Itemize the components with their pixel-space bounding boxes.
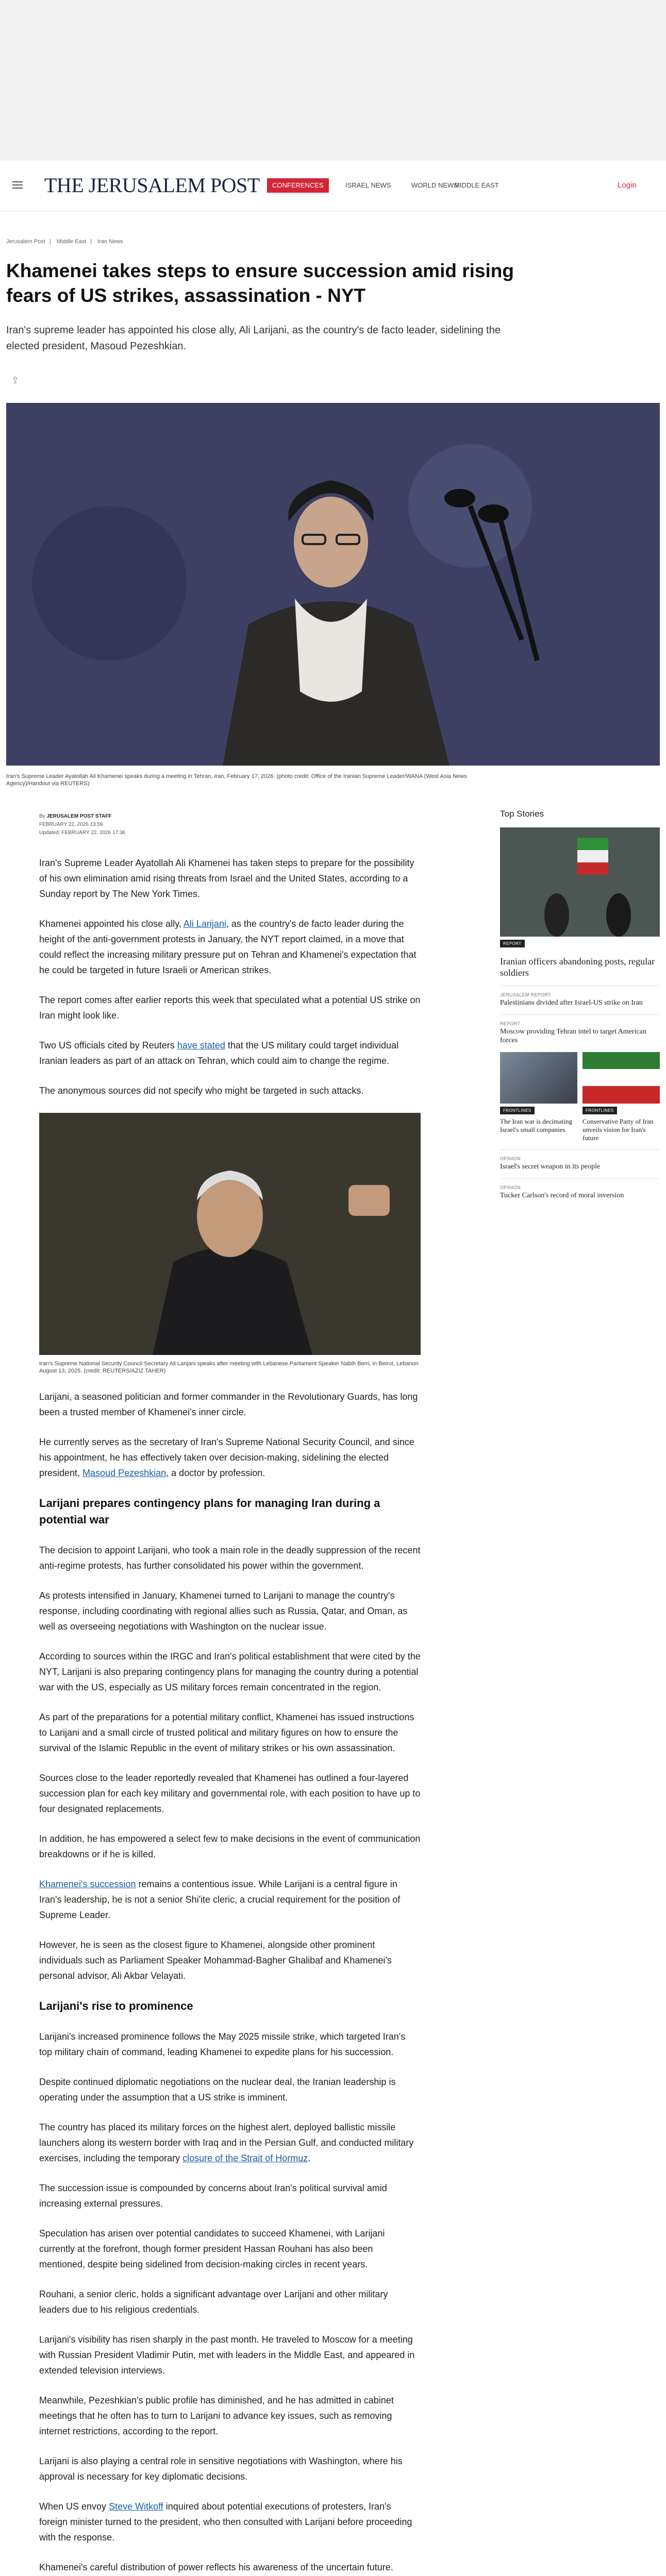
link-have-stated[interactable]: have stated xyxy=(177,1040,225,1050)
paragraph: Speculation has arisen over potential candidates to succeed Khamenei, with Larijani currently at the forefront, though former president Hassan Rouhani has also been mentioned, despite being sidelined from decision-making circles in recent years. xyxy=(39,2228,385,2269)
frontlines-badge: FRONTLINES xyxy=(582,1107,617,1114)
nav-world-news[interactable]: WORLD NEWS xyxy=(411,181,458,189)
story-source: OPINION xyxy=(500,1185,521,1190)
top-ad-banner xyxy=(0,0,666,161)
byline: By JERUSALEM POST STAFF FEBRUARY 22, 2026 13:59 Updated: FEBRUARY 22, 2026 17:36 xyxy=(39,812,125,837)
section-heading: Larijani's rise to prominence xyxy=(39,1999,193,2012)
story-title[interactable]: Palestinians divided after Israel-US strike on Iran xyxy=(500,999,643,1007)
inline-image xyxy=(39,1113,421,1355)
top-stories-heading: Top Stories xyxy=(500,809,544,819)
paragraph: Sources close to the leader reportedly revealed that Khamenei has outlined a four-layered succession plan for each key military and governmental role, with each position to have up to four designated replacements. xyxy=(39,1773,421,1814)
hero-image xyxy=(6,403,660,766)
paragraph: Khamenei's succession remains a contentious issue. While Larijani is a central figure in Iran's leadership, he is not a senior Shi'ite cleric, a crucial requirement for the position of Supreme Leader. xyxy=(39,1879,401,1920)
top-story-illustration xyxy=(500,827,660,937)
link-masoud-pezeshkian[interactable]: Masoud Pezeshkian xyxy=(82,1468,166,1478)
paragraph: The decision to appoint Larijani, who took a main role in the deadly suppression of the recent anti-regime protests, has further consolidated his power within the government. xyxy=(39,1545,421,1571)
article-body xyxy=(39,855,421,2576)
site-header xyxy=(0,161,666,211)
publish-date: FEBRUARY 22, 2026 13:59 xyxy=(39,822,103,827)
paragraph: Rouhani, a senior cleric, holds a significant advantage over Larijani and other military leaders due to his religious credentials. xyxy=(39,2289,388,2315)
updated-date: Updated: FEBRUARY 22, 2026 17:36 xyxy=(39,830,125,836)
top-stories-sidebar xyxy=(500,809,660,1207)
story-title[interactable]: Moscow providing Tehran intel to target American forces xyxy=(500,1028,646,1044)
link-khamenei-succession[interactable]: Khamenei's succession xyxy=(39,1879,136,1889)
story-card[interactable] xyxy=(582,1052,660,1142)
breadcrumb: Jerusalem Post | Middle East | Iran News xyxy=(6,239,123,245)
link-ali-larijani[interactable]: Ali Larijani xyxy=(183,919,226,929)
share-icon[interactable]: ⇪ xyxy=(11,375,20,385)
nav-middle-east[interactable]: MIDDLE EAST xyxy=(454,181,499,189)
paragraph: Two US officials cited by Reuters have stated that the US military could target individual Iranian leaders as part of an attack on Tehran, which could aim to change the regime. xyxy=(39,1040,399,1066)
report-badge: REPORT xyxy=(500,940,525,947)
paragraph: As part of the preparations for a potential military conflict, Khamenei has issued instructions to Larijani and a small circle of trusted political and military figures on how to ensure the survival of the Islamic Republic in the event of military strikes or his own assassination. xyxy=(39,1712,414,1753)
divider xyxy=(500,1014,660,1015)
section-heading: Larijani prepares contingency plans for managing Iran during a potential war xyxy=(39,1497,380,1526)
hero-caption: Iran's Supreme Leader Ayatollah Ali Khamenei speaks during a meeting in Tehran, Iran, February 17, 2026. (photo credit: Office of the Iranian Supreme Leader/WANA (West Asia News Agency)/Handout via REUTERS) xyxy=(6,773,467,787)
story-card-grid xyxy=(500,1052,660,1142)
paragraph: He currently serves as the secretary of Iran's Supreme National Security Council, and since his appointment, he has effectively taken over decision-making, sidelining the elected president, Masoud Pezeshkian, a doctor by profession. xyxy=(39,1437,414,1478)
story-card-title[interactable]: The Iran war is decimating Israel's small companies xyxy=(500,1117,573,1133)
story-title[interactable]: Israel's secret weapon in its people xyxy=(500,1163,601,1171)
paragraph: As protests intensified in January, Khamenei turned to Larijani to manage the country's response, including coordinating with regional allies such as Russia, Qatar, and Oman, as well as overseeing negotiations with Washington on the nuclear issue. xyxy=(39,1590,408,1632)
paragraph: When US envoy Steve Witkoff inquired about potential executions of protesters, Iran's foreign minister turned to the president, who then consulted with Larijani before proceeding with the response. xyxy=(39,2501,412,2543)
link-steve-witkoff[interactable]: Steve Witkoff xyxy=(109,2501,163,2512)
paragraph: Meanwhile, Pezeshkian's public profile has diminished, and he has admitted in cabinet meetings that he often has to turn to Larijani to advance key issues, such as removing internet restrictions, according to the report. xyxy=(39,2395,394,2436)
paragraph: In addition, he has empowered a select few to make decisions in the event of communication breakdowns or if he is killed. xyxy=(39,1834,421,1859)
paragraph: The report comes after earlier reports this week that speculated what a potential US strike on Iran might look like. xyxy=(39,995,421,1021)
story-card-image xyxy=(582,1052,660,1104)
breadcrumb-item[interactable]: Middle East xyxy=(56,239,87,245)
paragraph: Khamenei appointed his close ally, Ali Larijani, as the country's de facto leader during the height of the anti-government protests in January, the NYT report claimed, in a move that could reflect the increasing military pressure put on Tehran and Khamenei's expectation that he could be targeted in future Israeli or American strikes. xyxy=(39,919,417,975)
story-title[interactable]: Tucker Carlson's record of moral inversion xyxy=(500,1192,624,1199)
story-source: REPORT xyxy=(500,1021,521,1026)
inline-illustration xyxy=(39,1113,421,1355)
paragraph: The country has placed its military forces on the highest alert, deployed ballistic missile launchers along its western border with Iraq and in the Persian Gulf, and conducted military exercises, including the temporary closure of the Strait of Hormuz. xyxy=(39,2122,414,2163)
link-strait-of-hormuz[interactable]: closure of the Strait of Hormuz xyxy=(182,2153,308,2163)
paragraph: Khamenei's careful distribution of power reflects his awareness of the uncertain future. xyxy=(39,2562,393,2572)
paragraph: Despite continued diplomatic negotiations on the nuclear deal, the Iranian leadership is operating under the assumption that a US strike is imminent. xyxy=(39,2077,396,2103)
story-card-title[interactable]: Conservative Party of Iran unveils vision for Iran's future xyxy=(582,1117,654,1142)
article-title: Khamenei takes steps to ensure succession amid rising fears of US strikes, assassination - NYT xyxy=(6,260,514,306)
menu-icon[interactable] xyxy=(12,181,23,189)
paragraph: Larijani is also playing a central role in sensitive negotiations with Washington, where his approval is necessary for key diplomatic decisions. xyxy=(39,2456,403,2482)
paragraph: According to sources within the IRGC and Iran's political establishment that were cited by the NYT, Larijani is also preparing contingency plans for managing the country during a potential war with the US, especially as US military forces remain concentrated in the region. xyxy=(39,1651,421,1692)
breadcrumb-item[interactable]: Jerusalem Post xyxy=(6,239,45,245)
nav-israel-news[interactable]: ISRAEL NEWS xyxy=(345,181,391,189)
story-card-image xyxy=(500,1052,577,1104)
story-source: OPINION xyxy=(500,1156,521,1161)
divider xyxy=(500,1149,660,1150)
hero-illustration xyxy=(6,403,660,766)
frontlines-badge: FRONTLINES xyxy=(500,1107,535,1114)
story-card[interactable] xyxy=(500,1052,577,1142)
story-source: JERUSALEM REPORT xyxy=(500,992,551,997)
paragraph: The anonymous sources did not specify who might be targeted in such attacks. xyxy=(39,1086,364,1096)
paragraph: Larijani, a seasoned politician and former commander in the Revolutionary Guards, has long been a trusted member of Khamenei's inner circle. xyxy=(39,1392,418,1417)
paragraph: Larijani's increased prominence follows the May 2025 missile strike, which targeted Iran's top military chain of command, leading Khamenei to expedite plans for his succession. xyxy=(39,2031,406,2057)
paragraph: However, he is seen as the closest figure to Khamenei, alongside other prominent individuals such as Parliament Speaker Mohammad-Bagher Ghalibaf and Khamenei's personal advisor, Ali Akbar Velayati. xyxy=(39,1940,392,1981)
site-logo[interactable]: THE JERUSALEM POST xyxy=(44,174,260,197)
paragraph: Larijani's visibility has risen sharply in the past month. He traveled to Moscow for a meeting with Russian President Vladimir Putin, met with leaders in the Middle East, and appeared in extended television interviews. xyxy=(39,2334,415,2376)
breadcrumb-item[interactable]: Iran News xyxy=(97,239,123,245)
paragraph: Iran's Supreme Leader Ayatollah Ali Khamenei has taken steps to prepare for the possibility of his own elimination amid rising threats from Israel and the United States, according to a Sunday report by The New York Times. xyxy=(39,858,414,899)
login-link[interactable]: Login xyxy=(618,181,637,190)
top-story-image[interactable] xyxy=(500,827,660,937)
author-name[interactable]: JERUSALEM POST STAFF xyxy=(46,814,112,819)
divider xyxy=(500,1178,660,1179)
nav-conferences[interactable]: CONFERENCES xyxy=(267,178,329,193)
top-story-title[interactable]: Iranian officers abandoning posts, regular soldiers xyxy=(500,956,655,978)
paragraph: The succession issue is compounded by concerns about Iran's political survival amid increasing external pressures. xyxy=(39,2183,387,2209)
inline-image-caption: Iran's Supreme National Security Council Secretary Ali Larijani speaks after meeting with Lebanese Parliament Speaker Nabih Berri, in Beirut, Lebanon August 13, 2025. (credit: REUTERS/AZIZ TAHER) xyxy=(39,1361,419,1374)
article-subtitle: Iran's supreme leader has appointed his close ally, Ali Larijani, as the country's de facto leader, sidelining the elected president, Masoud Pezeshkian. xyxy=(6,325,501,352)
